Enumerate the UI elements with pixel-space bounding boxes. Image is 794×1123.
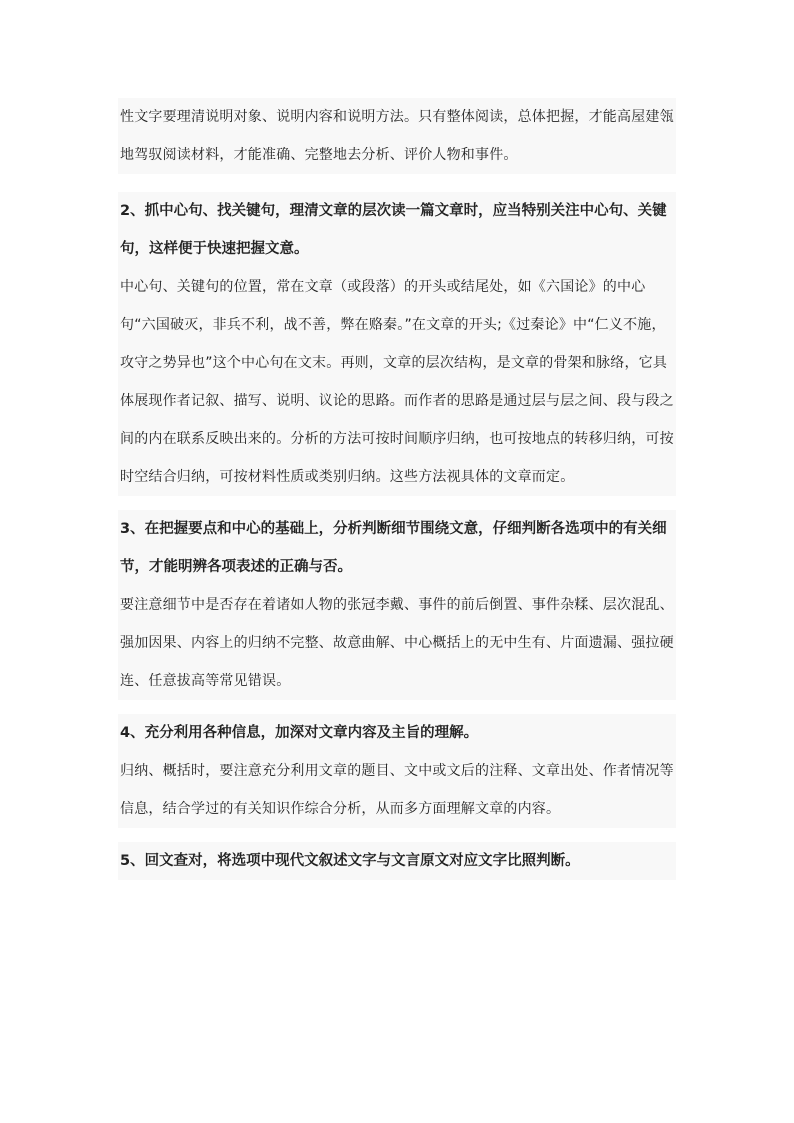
section-2-block <box>118 192 676 496</box>
section-3-heading: 3、在把握要点和中心的基础上，分析判断细节围绕文意，仔细判断各选项中的有关细节，才能明辨各项表述的正确与否。 <box>120 521 667 575</box>
section-2-heading: 2、抓中心句、找关键句，理清文章的层次读一篇文章时，应当特别关注中心句、关键句，这样便于快速把握文意。 <box>120 203 667 257</box>
section-4-body: 归纳、概括时，要注意充分利用文章的题目、文中或文后的注释、文章出处、作者情况等信息，结合学过的有关知识作综合分析，从而多方面理解文章的内容。 <box>120 763 674 817</box>
section-4-heading: 4、充分利用各种信息，加深对文章内容及主旨的理解。 <box>120 725 479 741</box>
section-3-body: 要注意细节中是否存在着诸如人物的张冠李戴、事件的前后倒置、事件杂糅、层次混乱、强加因果、内容上的归纳不完整、故意曲解、中心概括上的无中生有、片面遗漏、强拉硬连、任意拔高等常见错误。 <box>120 597 674 689</box>
section-5-block <box>118 842 676 880</box>
document-page <box>118 98 676 880</box>
intro-block <box>118 98 676 174</box>
section-gap <box>118 828 676 842</box>
section-gap <box>118 700 676 714</box>
section-3-block <box>118 510 676 700</box>
section-gap <box>118 174 676 192</box>
section-4-block <box>118 714 676 828</box>
section-2-body: 中心句、关键句的位置，常在文章（或段落）的开头或结尾处，如《六国论》的中心句“六国破灭，非兵不利，战不善，弊在赂秦。”在文章的开头;《过秦论》中“仁义不施，攻守之势异也”这个中心句在文末。再则，文章的层次结构，是文章的骨架和脉络，它具体展现作者记叙、描写、说明、议论的思路。而作者的思路是通过层与层之间、段与段之间的内在联系反映出来的。分析的方法可按时间顺序归纳，也可按地点的转移归纳，可按时空结合归纳，可按材料性质或类别归纳。这些方法视具体的文章而定。 <box>120 279 674 485</box>
intro-paragraph: 性文字要理清说明对象、说明内容和说明方法。只有整体阅读，总体把握，才能高屋建瓴地驾驭阅读材料，才能准确、完整地去分析、评价人物和事件。 <box>120 109 674 163</box>
section-gap <box>118 496 676 510</box>
section-5-heading: 5、回文查对，将选项中现代文叙述文字与文言原文对应文字比照判断。 <box>120 853 580 869</box>
